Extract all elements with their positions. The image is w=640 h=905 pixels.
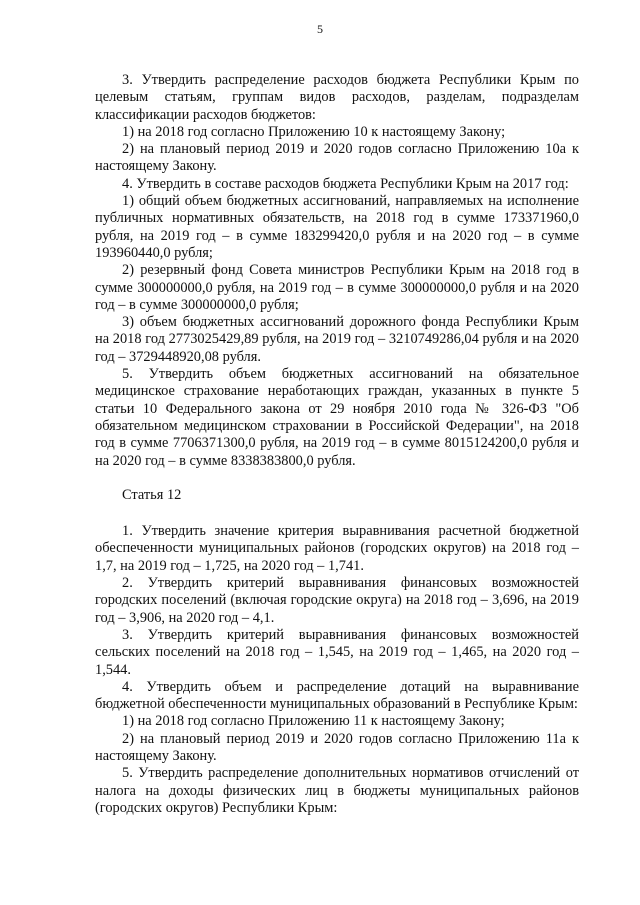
paragraph: 1. Утвердить значение критерия выравнивания расчетной бюджетной обеспеченности муниципальных районов (городских округов) на 2018 год – 1,7, на 2019 год – 1,725, на 2020 год – 1,741. xyxy=(95,523,579,574)
paragraph: 3. Утвердить распределение расходов бюджета Республики Крым по целевым статьям, группам видов расходов, разделам, подразделам классификации расходов бюджетов: xyxy=(95,72,579,123)
paragraph: 1) на 2018 год согласно Приложению 11 к настоящему Закону; xyxy=(122,713,505,730)
document-body xyxy=(95,72,579,817)
paragraph: 4. Утвердить объем и распределение дотаций на выравнивание бюджетной обеспеченности муниципальных образований в Республике Крым: xyxy=(95,678,579,713)
paragraph: 5. Утвердить распределение дополнительных нормативов отчислений от налога на доходы физических лиц в бюджеты муниципальных районов (городских округов) Республики Крым: xyxy=(95,765,579,816)
paragraph: 1) на 2018 год согласно Приложению 10 к настоящему Закону; xyxy=(122,123,506,140)
paragraph: 1) общий объем бюджетных ассигнований, направляемых на исполнение публичных нормативных обязательств, на 2018 год в сумме 173371960,0 рубля, на 2019 год – в сумме 183299420,0 рубля и на 2020 год – в сумме 193960440,0 рубля; xyxy=(95,193,579,261)
paragraph: 5. Утвердить объем бюджетных ассигнований на обязательное медицинское страхование неработающих граждан, указанных в пункте 5 статьи 10 Федерального закона от 29 ноября 2010 года № 326-ФЗ "Об обязательном медицинском страховании в Российской Федерации", на 2018 год в сумме 7706371300,0 рубля, на 2019 год – в сумме 8015124200,0 рубля и на 2020 год – в сумме 8338383800,0 рубля. xyxy=(95,366,579,469)
paragraph: 3. Утвердить критерий выравнивания финансовых возможностей сельских поселений на 2018 год – 1,545, на 2019 год – 1,465, на 2020 год – 1,544. xyxy=(95,626,579,678)
paragraph: 2) на плановый период 2019 и 2020 годов согласно Приложению 11а к настоящему Закону. xyxy=(95,730,579,764)
article-heading: Статья 12 xyxy=(122,486,182,503)
paragraph: 2) резервный фонд Совета министров Республики Крым на 2018 год в сумме 300000000,0 рубля, на 2019 год – в сумме 300000000,0 рубля и на 2020 год – в сумме 300000000,0 рубля; xyxy=(95,262,579,313)
paragraph: 3) объем бюджетных ассигнований дорожного фонда Республики Крым на 2018 год 2773025429,89 рубля, на 2019 год – 3210749286,04 рубля и на 2020 год – 3729448920,08 рубля. xyxy=(95,314,579,365)
page-number: 5 xyxy=(317,22,323,36)
paragraph: 2) на плановый период 2019 и 2020 годов согласно Приложению 10а к настоящему Закону. xyxy=(95,141,579,175)
paragraph: 4. Утвердить в составе расходов бюджета Республики Крым на 2017 год: xyxy=(122,175,569,192)
paragraph: 2. Утвердить критерий выравнивания финансовых возможностей городских поселений (включая городские округа) на 2018 год – 3,696, на 2019 год – 3,906, на 2020 год – 4,1. xyxy=(95,575,579,626)
